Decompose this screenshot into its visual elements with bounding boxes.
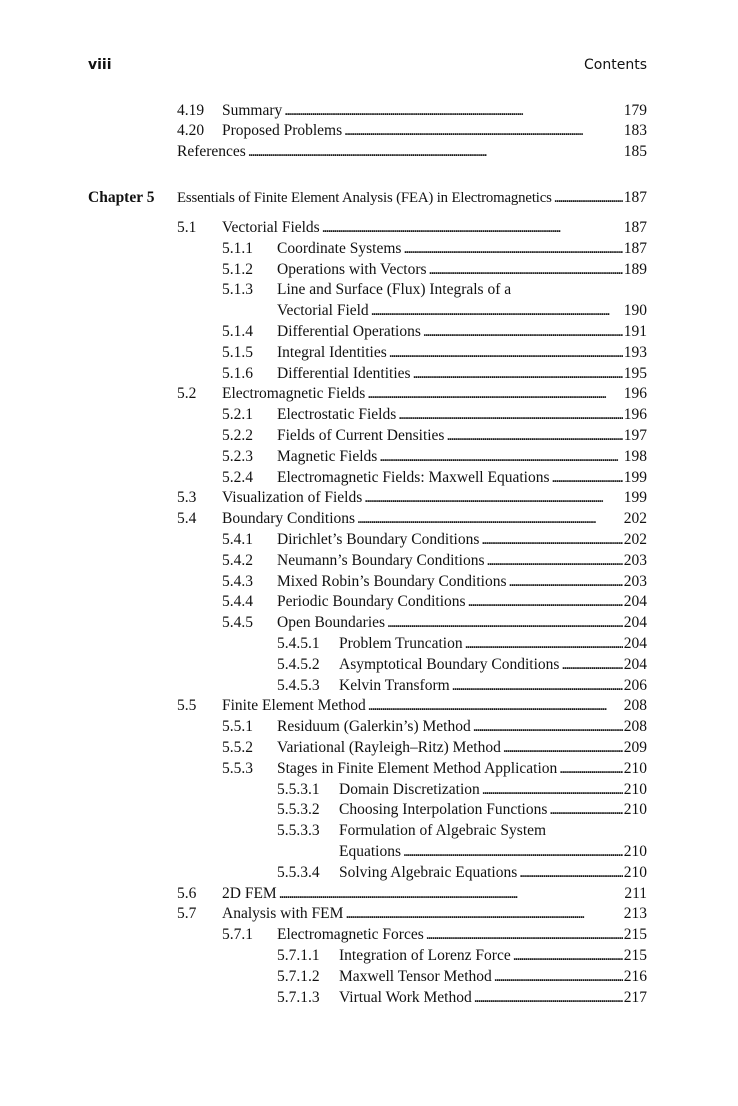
toc-entry[interactable] [222, 467, 647, 488]
toc-entry[interactable] [277, 820, 647, 841]
page-ref: 206 [623, 676, 647, 694]
toc-entry[interactable] [177, 383, 647, 404]
toc-entry[interactable] [222, 404, 647, 425]
section-title: Solving Algebraic Equations [339, 863, 518, 881]
section-title: Operations with Vectors [277, 260, 427, 278]
section-number: 5.2.3 [222, 447, 253, 465]
section-title: Integration of Lorenz Force [339, 947, 511, 964]
section-number: 5.4.2 [222, 551, 253, 569]
section-number: 5.1.3 [222, 281, 253, 299]
dot-leader [446, 425, 622, 446]
section-title: Asymptotical Boundary Conditions [339, 655, 560, 673]
dot-leader [413, 363, 623, 384]
toc-entry[interactable] [222, 259, 647, 280]
section-title: Equations [339, 843, 401, 860]
dot-leader [284, 100, 622, 121]
section-title: Boundary Conditions [222, 510, 356, 528]
page-ref: 204 [623, 614, 647, 632]
section-number: 5.5.1 [222, 718, 253, 736]
page-ref: 198 [623, 447, 647, 465]
toc-entry[interactable] [277, 966, 647, 987]
section-number: 5.7.1.1 [277, 947, 320, 964]
dot-leader [344, 120, 623, 141]
page-ref: 210 [623, 863, 647, 881]
chapter-label: Chapter 5 [88, 189, 155, 206]
dot-leader [481, 529, 622, 550]
toc-entry[interactable] [222, 279, 647, 300]
dot-leader [364, 487, 622, 508]
page-ref: 187 [623, 189, 647, 206]
toc-entry[interactable] [177, 217, 647, 238]
dot-leader [554, 187, 623, 208]
toc-entry[interactable] [222, 446, 647, 467]
page-ref: 197 [623, 427, 647, 444]
section-number: 5.7.1.3 [277, 988, 320, 1006]
dot-leader [482, 779, 623, 800]
dot-leader [387, 612, 623, 633]
page-ref: 210 [623, 780, 647, 798]
page-ref: 204 [623, 635, 647, 652]
section-number: 5.4.5.1 [277, 635, 320, 652]
section-number: 5.5.3.4 [277, 863, 320, 881]
section-number: 5.5 [177, 697, 197, 715]
page-ref: 211 [624, 884, 647, 902]
dot-leader [398, 404, 623, 425]
page-ref: 203 [623, 572, 647, 590]
page-ref: 208 [623, 718, 647, 736]
section-number: 5.3 [177, 489, 197, 507]
dot-leader [487, 550, 623, 571]
page-ref: 187 [623, 239, 647, 257]
toc-entry[interactable] [222, 321, 647, 342]
section-number: 4.20 [177, 122, 205, 140]
section-title: Integral Identities [277, 343, 387, 361]
page-ref: 189 [623, 260, 647, 278]
page-ref: 210 [623, 801, 647, 819]
section-number: 5.2.1 [222, 406, 253, 424]
page-ref: 208 [623, 697, 647, 715]
dot-leader [403, 238, 622, 259]
section-number: 5.1.2 [222, 260, 253, 278]
section-title: Vectorial Fields [222, 219, 320, 236]
toc-entry[interactable] [277, 654, 647, 675]
section-title: Dirichlet’s Boundary Conditions [277, 531, 480, 548]
section-title: Choosing Interpolation Functions [339, 801, 548, 819]
dot-leader [468, 591, 623, 612]
page-ref: 195 [623, 364, 647, 382]
toc-entry[interactable] [177, 141, 647, 162]
dot-leader [345, 903, 622, 924]
section-title: Summary [222, 101, 283, 119]
section-title: Electromagnetic Fields: Maxwell Equations [277, 468, 550, 486]
page-ref: 193 [623, 343, 647, 361]
section-title: Fields of Current Densities [277, 427, 445, 444]
toc-entry[interactable] [177, 695, 647, 716]
section-title: Residuum (Galerkin’s) Method [277, 718, 471, 736]
toc-entry[interactable] [222, 924, 647, 945]
dot-leader [551, 467, 622, 488]
toc-entry[interactable] [277, 987, 647, 1008]
dot-leader [474, 987, 623, 1008]
dot-leader [494, 966, 623, 987]
page-ref: 216 [623, 967, 647, 985]
section-title: Line and Surface (Flux) Integrals of a [277, 281, 512, 299]
section-number: 5.5.3.3 [277, 822, 320, 840]
toc-entry[interactable] [277, 945, 647, 966]
section-number: 5.7 [177, 905, 197, 923]
toc-entry[interactable] [222, 425, 647, 446]
page-header [88, 55, 647, 75]
page-ref: 210 [623, 759, 647, 777]
dot-leader [279, 883, 624, 904]
dot-leader [513, 945, 623, 966]
dot-leader [452, 675, 623, 696]
dot-leader [423, 321, 623, 342]
section-title: Domain Discretization [339, 780, 480, 798]
page-ref: 196 [623, 385, 647, 403]
page-ref: 185 [623, 143, 647, 161]
section-number: 5.1.4 [222, 323, 253, 340]
section-title: Stages in Finite Element Method Application [277, 759, 558, 777]
page-ref: 179 [623, 101, 647, 119]
section-number: 5.5.2 [222, 739, 253, 756]
page-ref: 199 [623, 489, 647, 507]
dot-leader [379, 446, 622, 467]
page-ref: 202 [623, 510, 647, 528]
section-number: 5.1 [177, 219, 197, 236]
page-ref: 204 [623, 593, 647, 611]
page-ref: 191 [623, 323, 647, 340]
page-ref: 213 [623, 905, 647, 923]
section-title: Maxwell Tensor Method [339, 967, 492, 985]
section-number: 5.4.4 [222, 593, 253, 611]
dot-leader [426, 924, 623, 945]
chapter-entry[interactable] [177, 187, 647, 208]
section-number: 5.2 [177, 385, 197, 403]
dot-leader [248, 141, 623, 162]
toc-entry[interactable] [277, 862, 647, 883]
dot-leader [389, 342, 623, 363]
dot-leader [561, 654, 622, 675]
toc-entry[interactable] [177, 120, 647, 141]
section-number: 5.4.3 [222, 572, 253, 590]
dot-leader [367, 383, 622, 404]
toc-entry[interactable] [222, 529, 647, 550]
page-ref: 204 [623, 655, 647, 673]
section-number: 5.4.5.2 [277, 655, 320, 673]
section-title: 2D FEM [222, 884, 277, 902]
toc-entry[interactable] [222, 550, 647, 571]
toc-entry[interactable] [177, 903, 647, 924]
dot-leader [371, 300, 623, 321]
section-title: Formulation of Algebraic System [339, 822, 547, 840]
section-title: Visualization of Fields [222, 489, 363, 507]
section-number: 5.4.5.3 [277, 676, 320, 694]
toc-entry[interactable] [222, 737, 647, 758]
section-title: Periodic Boundary Conditions [277, 593, 466, 611]
page-ref: 196 [623, 406, 647, 424]
page-ref: 190 [623, 302, 647, 320]
section-number: 5.5.3.1 [277, 780, 320, 798]
dot-leader [368, 695, 623, 716]
toc-entry[interactable] [222, 758, 647, 779]
toc-entry[interactable] [177, 487, 647, 508]
dot-leader [473, 716, 623, 737]
toc-entry[interactable] [277, 300, 647, 321]
page-ref: 199 [623, 468, 647, 486]
toc-entry[interactable] [277, 633, 647, 654]
section-title: Electromagnetic Forces [277, 926, 424, 944]
section-title: Differential Operations [277, 323, 421, 340]
page-ref: 215 [623, 947, 647, 964]
section-title: Neumann’s Boundary Conditions [277, 551, 485, 569]
section-number: 5.1.1 [222, 239, 253, 257]
dot-leader [559, 758, 622, 779]
section-title: Electromagnetic Fields [222, 385, 366, 403]
page-ref: 202 [623, 531, 647, 548]
toc-entry[interactable] [222, 716, 647, 737]
page-number: viii [88, 57, 112, 73]
toc-entry[interactable] [177, 100, 647, 121]
section-title: Finite Element Method [222, 697, 366, 715]
toc-entry[interactable] [222, 612, 647, 633]
page-ref: 203 [623, 551, 647, 569]
section-title: Electrostatic Fields [277, 406, 397, 424]
dot-leader [503, 737, 623, 758]
section-title: Variational (Rayleigh–Ritz) Method [277, 739, 501, 756]
section-number: 4.19 [177, 101, 205, 119]
toc-entry[interactable] [339, 841, 647, 862]
section-number: 5.6 [177, 884, 197, 902]
section-number: 5.1.5 [222, 343, 253, 361]
section-number: 5.2.4 [222, 468, 253, 486]
toc-entry[interactable] [277, 779, 647, 800]
chapter-title: Essentials of Finite Element Analysis (FEA) in Electromagnetics [177, 190, 552, 206]
dot-leader [519, 862, 623, 883]
page-ref: 187 [623, 219, 647, 236]
page-ref: 209 [623, 739, 647, 756]
toc-entry[interactable] [222, 363, 647, 384]
page-ref: 210 [623, 843, 647, 860]
toc-entry[interactable] [177, 508, 647, 529]
section-number: 5.1.6 [222, 364, 253, 382]
section-title: Analysis with FEM [222, 905, 344, 923]
section-title: Kelvin Transform [339, 676, 450, 694]
running-head: Contents [584, 57, 647, 73]
section-title: Magnetic Fields [277, 447, 378, 465]
page-ref: 183 [623, 122, 647, 140]
toc-entry[interactable] [277, 799, 647, 820]
section-number: 5.5.3 [222, 759, 253, 777]
toc-entry[interactable] [222, 591, 647, 612]
section-title: Problem Truncation [339, 635, 463, 652]
toc-entry[interactable] [222, 571, 647, 592]
section-title: Virtual Work Method [339, 988, 472, 1006]
section-number: 5.7.1 [222, 926, 253, 944]
page-ref: 217 [623, 988, 647, 1006]
page-ref: 215 [623, 926, 647, 944]
dot-leader [429, 259, 623, 280]
section-title: Mixed Robin’s Boundary Conditions [277, 572, 507, 590]
toc-entry[interactable] [277, 675, 647, 696]
section-number: 5.4.5 [222, 614, 253, 632]
section-number: 5.5.3.2 [277, 801, 320, 819]
dot-leader [403, 841, 623, 862]
dot-leader [549, 799, 622, 820]
dot-leader [509, 571, 623, 592]
section-title: Coordinate Systems [277, 239, 402, 257]
dot-leader [465, 633, 623, 654]
dot-leader [357, 508, 623, 529]
dot-leader [322, 217, 623, 238]
toc-entry[interactable] [222, 238, 647, 259]
toc-entry[interactable] [222, 342, 647, 363]
section-title: Proposed Problems [222, 122, 343, 140]
section-title: Differential Identities [277, 364, 411, 382]
section-number: 5.7.1.2 [277, 967, 320, 985]
toc-entry[interactable] [177, 883, 647, 904]
section-number: 5.2.2 [222, 427, 253, 444]
section-title: References [177, 143, 246, 161]
section-number: 5.4.1 [222, 531, 253, 548]
section-title: Vectorial Field [277, 302, 369, 320]
section-number: 5.4 [177, 510, 197, 528]
section-title: Open Boundaries [277, 614, 386, 632]
